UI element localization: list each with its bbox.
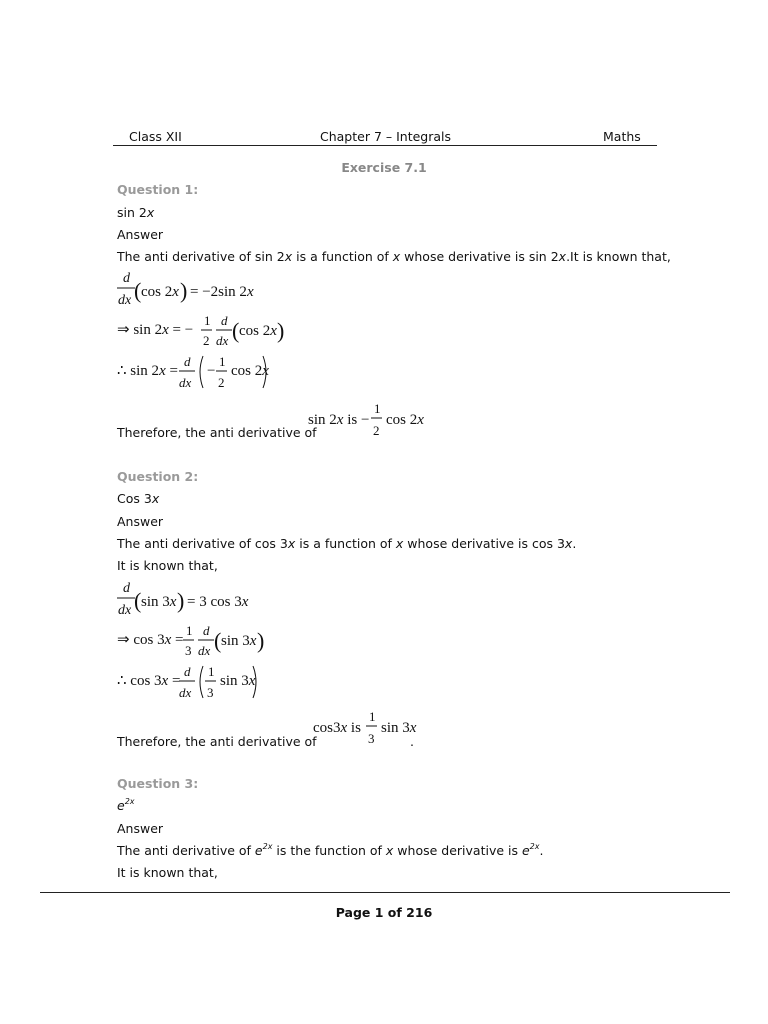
svg-text:d: d bbox=[203, 623, 210, 638]
svg-text:dx: dx bbox=[198, 643, 211, 658]
svg-text:−: − bbox=[207, 363, 216, 379]
question-1-statement: The anti derivative of sin 2x is a function of x whose derivative is sin 2x.It is known that, bbox=[117, 249, 671, 264]
svg-text:sin 3x: sin 3x bbox=[220, 673, 256, 689]
svg-text:sin 2x is −: sin 2x is − bbox=[308, 412, 370, 428]
svg-text:3: 3 bbox=[368, 731, 375, 746]
svg-text:dx: dx bbox=[179, 375, 192, 390]
svg-text:sin 3x: sin 3x bbox=[141, 594, 177, 610]
page-number: Page 1 of 216 bbox=[335, 905, 433, 920]
svg-text:dx: dx bbox=[118, 293, 132, 308]
svg-text:⇒ sin 2x = −: ⇒ sin 2x = − bbox=[117, 322, 194, 338]
svg-text:1: 1 bbox=[369, 709, 376, 724]
exercise-title: Exercise 7.1 bbox=[341, 160, 427, 175]
question-1-equations bbox=[115, 268, 435, 398]
svg-text:d: d bbox=[184, 354, 191, 369]
question-1-conclusion: Therefore, the anti derivative of bbox=[117, 425, 317, 440]
question-2-answer-label: Answer bbox=[117, 514, 164, 529]
svg-text:1: 1 bbox=[208, 664, 215, 679]
svg-text:1: 1 bbox=[374, 401, 381, 416]
svg-text:cos 2x: cos 2x bbox=[386, 412, 424, 428]
question-2-statement: The anti derivative of cos 3x is a function of x whose derivative is cos 3x. bbox=[117, 536, 577, 551]
footer-rule bbox=[40, 892, 730, 893]
header-right: Maths bbox=[603, 129, 641, 144]
svg-text:): ) bbox=[257, 628, 265, 653]
question-1-answer-label: Answer bbox=[117, 227, 164, 242]
svg-text:1: 1 bbox=[186, 623, 193, 638]
svg-text:): ) bbox=[277, 318, 285, 343]
svg-text:∴ sin 2x =: ∴ sin 2x = bbox=[117, 363, 178, 379]
svg-text:1: 1 bbox=[204, 313, 211, 328]
svg-text:∴ cos 3x =: ∴ cos 3x = bbox=[117, 673, 181, 689]
svg-text:3: 3 bbox=[185, 643, 192, 658]
svg-text:): ) bbox=[180, 278, 188, 303]
question-2-result bbox=[311, 708, 417, 752]
svg-text:d: d bbox=[184, 664, 191, 679]
question-3-statement: The anti derivative of $e^{2x}$ is the function of x whose derivative is $e^{2x}$. bbox=[117, 842, 544, 858]
question-1-problem: sin 2x bbox=[117, 205, 155, 220]
svg-text:d: d bbox=[221, 313, 228, 328]
svg-text:): ) bbox=[177, 588, 185, 613]
svg-text:d: d bbox=[123, 581, 130, 596]
header-rule bbox=[113, 145, 657, 146]
question-1-result bbox=[306, 400, 436, 444]
header-left: Class XII bbox=[129, 129, 182, 144]
question-2-conclusion: Therefore, the anti derivative of bbox=[117, 734, 317, 749]
header-center: Chapter 7 – Integrals bbox=[320, 129, 452, 144]
svg-text:2: 2 bbox=[218, 375, 225, 390]
svg-text:cos3x is: cos3x is bbox=[313, 720, 361, 736]
question-2-equations bbox=[115, 578, 435, 708]
question-3-known: It is known that, bbox=[117, 865, 218, 880]
svg-text:2: 2 bbox=[203, 333, 210, 348]
question-2-known: It is known that, bbox=[117, 558, 218, 573]
question-2-problem: Cos 3x bbox=[117, 491, 160, 506]
question-1-heading: Question 1: bbox=[117, 182, 199, 197]
svg-text:= −2sin 2x: = −2sin 2x bbox=[190, 284, 254, 300]
svg-text:⇒ cos 3x =: ⇒ cos 3x = bbox=[117, 632, 184, 648]
question-2-conclusion-end: . bbox=[410, 734, 414, 749]
svg-text:(: ( bbox=[134, 278, 142, 303]
svg-text:= 3 cos 3x: = 3 cos 3x bbox=[187, 594, 249, 610]
svg-text:(: ( bbox=[232, 318, 240, 343]
svg-text:dx: dx bbox=[118, 603, 132, 618]
question-2-heading: Question 2: bbox=[117, 469, 199, 484]
svg-text:1: 1 bbox=[219, 354, 226, 369]
svg-text:dx: dx bbox=[216, 333, 229, 348]
svg-text:sin 3x: sin 3x bbox=[221, 633, 257, 649]
svg-text:(: ( bbox=[214, 628, 222, 653]
svg-text:cos 2x: cos 2x bbox=[141, 284, 179, 300]
svg-text:cos 2x: cos 2x bbox=[239, 323, 277, 339]
svg-text:d: d bbox=[123, 271, 130, 286]
svg-text:sin 3x: sin 3x bbox=[381, 720, 417, 736]
question-3-problem: $e^{2x}$ bbox=[117, 797, 135, 813]
question-3-heading: Question 3: bbox=[117, 776, 199, 791]
question-3-answer-label: Answer bbox=[117, 821, 164, 836]
svg-text:3: 3 bbox=[207, 685, 214, 700]
svg-text:dx: dx bbox=[179, 685, 192, 700]
svg-text:cos 2x: cos 2x bbox=[231, 363, 269, 379]
svg-text:2: 2 bbox=[373, 423, 380, 438]
svg-text:(: ( bbox=[134, 588, 142, 613]
